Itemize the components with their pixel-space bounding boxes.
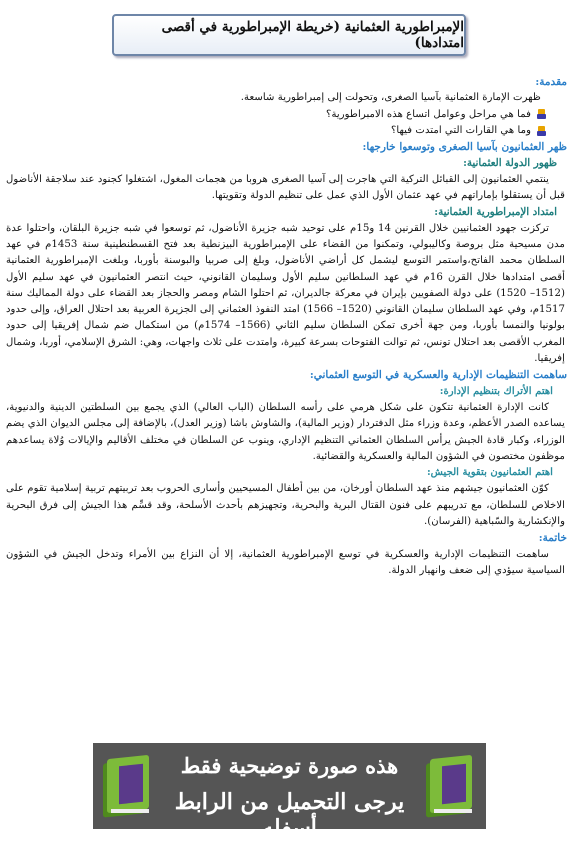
section2-sub1-text: كانت الإدارة العثمانية تتكون على شكل هرمي على رأسه السلطان (الباب العالي) الذي يجمع بين السلطتين الدينية والدنيوية، يساعده الصدر الأعظم، وعدة وزراء مثل الدفتردار (وزير المالية)، والشاوش باشا (وزير العدل)، بالإضافة إلى مجلس الديوان الذي يضم الوزراء، وكبار قادة الجيش يرأس السلطان العثماني التنظيم الإداري، وينوب عن السلطان في مختلف الأقاليم والإيالات وُلاة يساعدهم موظفون مختصون في الشؤون المالية والعسكرية والقضائية.: [6, 401, 565, 462]
book-icon: [99, 751, 157, 821]
bullet-icon: [537, 126, 547, 137]
question-text: فما هي مراحل وعوامل اتساع هذه الامبراطورية؟: [326, 108, 531, 120]
download-banner[interactable]: [93, 743, 486, 841]
intro-heading: مقدمة:: [535, 76, 567, 88]
document-body: [6, 74, 567, 579]
title-text: الإمبراطورية العثمانية (خريطة الإمبراطورية في أقصى امتدادها): [161, 19, 464, 51]
question-item: [6, 107, 547, 123]
section1-sub2-text: تركزت جهود العثمانيين خلال القرنين 14 و15م على توحيد شبه جزيرة الأناضول، ثم توسعوا في شبه جزيرة البلقان، واحتلوا عدة مدن مسيحية مثل بروصة وكاليبولي، وتمكنوا من القضاء على الإمبراطورية البيزنطية بعد فتح القسطنطينية سنة 1453م في عهد السلطان محمد الفاتح،واستمر التوسع ليشمل كل أراضي الأناضول، وبلغ إلى صربيا والبوسنة بأوربا، وبلغت الإمبراطورية العثمانية أقصى امتدادها خلال القرن 16م في عهد السلطانين سليم الأول وسليمان القانوني، حيث انتصر العثمانيون في عهد سليم الأول (1512– 1520) على دولة الصفويين بإيران في معركة جالديران، ثم احتلوا الشام ومصر والحجاز بعد القضاء على دولة المماليك سنة 1517م، وفي عهد السلطان سليمان القانوني (1520– 1566) امتد النفوذ العثماني إلى الجزيرة العربية بعد احتلال العراق، وإلى حدود بولونيا والنمسا بأوربا، ومن جهة أخرى تمكن السلطان سليم الثاني (1566– 1574م) من استكمال ضم شمال إفريقيا إلى حدود المغرب الأقصى بعد احتلال تونس، ثم توالت الفتوحات بسرعة كبيرة، وامتدت على ثلاث واجهات، وهي: الشرق الإسلامي، أوربا، وشمال إفريقيا.: [6, 222, 565, 365]
book-icon: [422, 751, 480, 821]
section1-sub2-heading: امتداد الإمبراطورية العثمانية:: [434, 206, 557, 219]
conclusion-text: ساهمت التنظيمات الإدارية والعسكرية في توسع الإمبراطورية العثمانية، إلا أن النزاع بين الأمراء وتدخل الجيش في الشؤون السياسية سيؤدي إلى ضعف وانهيار الدولة.: [6, 548, 565, 576]
section1-sub1-text: ينتمي العثمانيون إلى القبائل التركية التي هاجرت إلى آسيا الصغرى هروبا من هجمات المغول، اشتغلوا كجنود عند سلاجقة الأناضول قبل أن يستقلوا بإماراتهم في عهد عثمان الأول الذي عمل على تنظيم الدولة وتقويتها.: [6, 173, 565, 202]
section2-heading: ساهمت التنظيمات الإدارية والعسكرية في التوسع العثماني:: [309, 369, 567, 382]
section2-sub1-heading: اهتم الأتراك بتنظيم الإدارة:: [439, 385, 553, 397]
question-text: وما هي القارات التي امتدت فيها؟: [390, 124, 531, 136]
bullet-icon: [537, 109, 547, 120]
banner-line2: يرجى التحميل من الرابط أسفله: [174, 789, 405, 841]
page-title: [112, 14, 466, 56]
section2-sub2-heading: اهتم العثمانيون بتقوية الجيش:: [426, 467, 553, 479]
conclusion-heading: خاتمة:: [538, 532, 567, 545]
banner-line1: هذه صورة توضيحية فقط: [180, 753, 399, 778]
section1-heading: ظهر العثمانيون بآسيا الصغرى وتوسعوا خارجها:: [362, 141, 567, 154]
section2-sub2-text: كوّن العثمانيون جيشهم منذ عهد السلطان أورخان، من بين أطفال المسيحيين وأسارى الحروب بعد تربيتهم تربية إسلامية تقوم على الاخلاص للسلطان، مع تدريبهم على فنون القتال البرية والبحرية، وتجهيزهم بأحدث الأسلحة، وقد قسِّم هذا الجيش إلى فرق البحرية والإنكشارية والسّباهية (الفرسان).: [6, 483, 565, 528]
question-item: [6, 123, 547, 139]
section1-sub1-heading: ظهور الدولة العثمانية:: [463, 157, 557, 170]
intro-text: ظهرت الإمارة العثمانية بآسيا الصغرى، وتحولت إلى إمبراطورية شاسعة.: [240, 92, 541, 104]
